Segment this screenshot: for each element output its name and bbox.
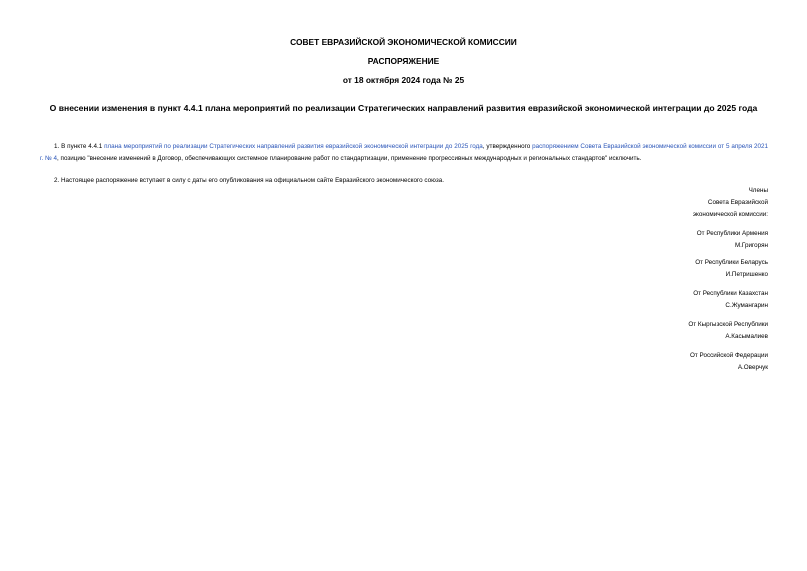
signature-name: С.Жумангарин [725,302,768,309]
signature-country: От Республики Казахстан [693,290,768,297]
signature-kazakhstan [548,288,768,312]
document-type: РАСПОРЯЖЕНИЕ [367,56,440,66]
signature-name: М.Григорян [734,242,768,249]
issuer-heading: СОВЕТ ЕВРАЗИЙСКОЙ ЭКОНОМИЧЕСКОЙ КОМИССИИ [290,37,517,47]
signature-name: А.Касымалиев [725,333,768,340]
paragraph-1-mid: , утвержденного [482,143,533,150]
signature-russia [548,350,768,374]
document-date: от 18 октября 2024 года № 25 [342,75,465,85]
order-link[interactable]: распоряжением Совета Евразийской экономической комиссии от 5 апреля 2021 г. № 4 [40,143,768,162]
paragraph-2: 2. Настоящее распоряжение вступает в силу с даты его опубликования на официальном сайте Евразийского экономического союза. [54,177,444,184]
plan-link[interactable]: плана мероприятий по реализации Стратегических направлений развития евразийской экономической интеграции до 2025 года [104,143,483,150]
signatories-intro-line: экономической комиссии: [692,211,768,218]
signature-kyrgyzstan [548,319,768,343]
paragraph-1-start: 1. В пункте 4.4.1 [54,143,105,150]
signature-country: От Кыргызской Республики [688,321,768,328]
signature-country: От Российской Федерации [689,352,768,359]
signature-armenia [548,228,768,252]
signature-belarus [548,257,768,281]
signature-country: От Республики Беларусь [695,259,768,266]
signature-name: А.Оверчук [737,364,768,371]
signatories-intro-line: Члены [748,187,768,194]
signatories-intro-line: Совета Евразийской [707,199,768,206]
signatories-intro [548,185,768,221]
paragraph-1 [40,141,768,164]
paragraph-1-end: , позицию "внесение изменений в Договор, обеспечивающих системное планирование работ по стандартизации, применение прогрессивных международных и региональных стандартов" исключить. [57,154,642,162]
document-title: О внесении изменения в пункт 4.4.1 плана мероприятий по реализации Стратегических направлений развития евразийской экономической интеграции до 2025 года [49,103,758,113]
signature-name: И.Петришенко [725,271,768,278]
signature-country: От Республики Армения [696,230,768,237]
